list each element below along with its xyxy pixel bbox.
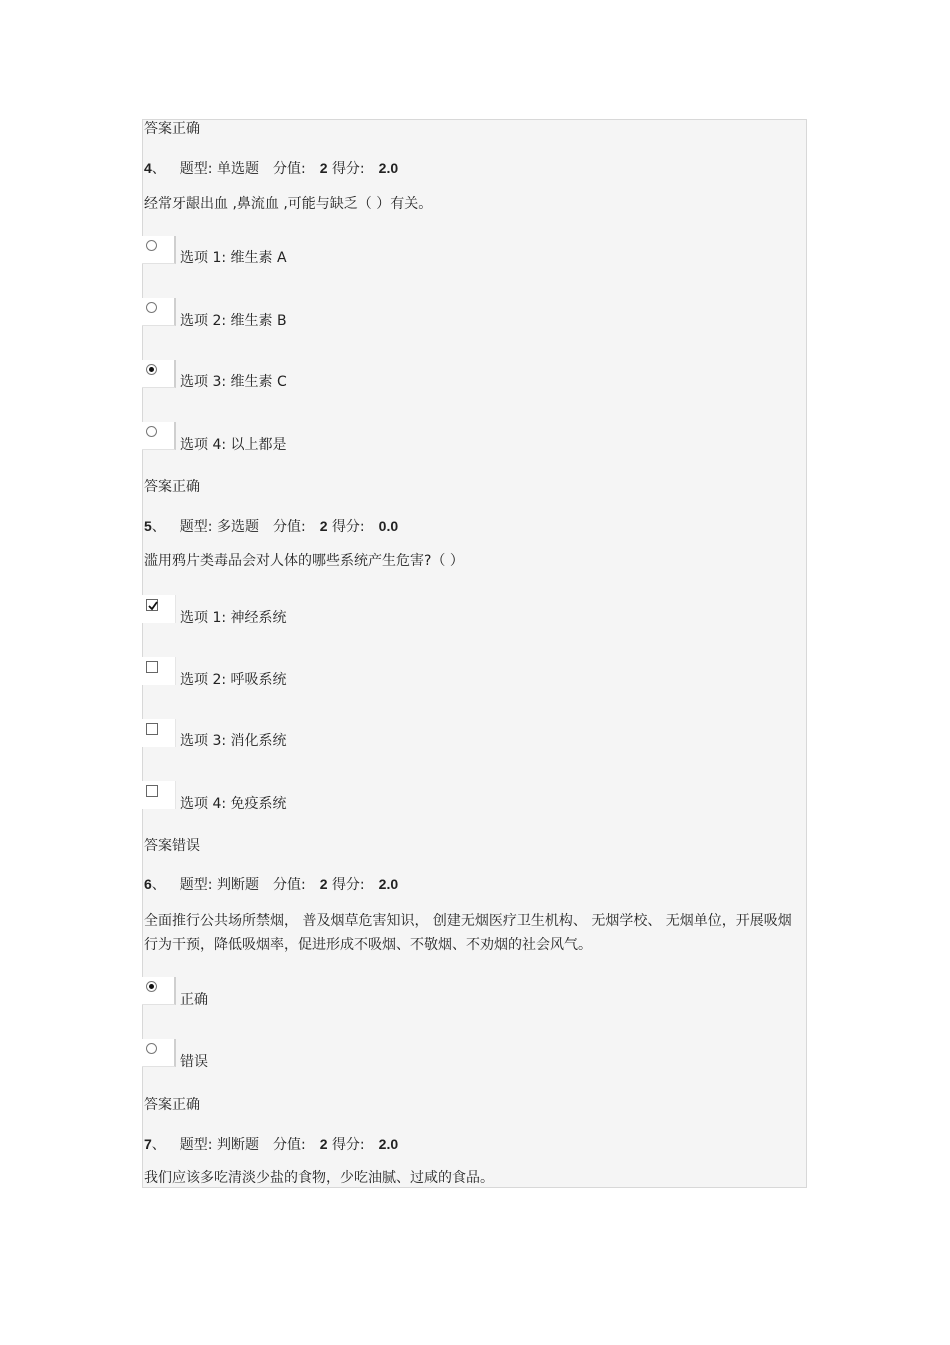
q4-option-3-radio[interactable] bbox=[142, 360, 176, 388]
q6-score: 2 bbox=[319, 876, 328, 892]
q4-option-4-label: 选项 4: 以上都是 bbox=[180, 437, 287, 453]
q6-option-false-radio[interactable] bbox=[142, 1039, 176, 1067]
q5-type: 多选题 bbox=[216, 519, 259, 535]
q4-score-label: 分值: bbox=[272, 161, 306, 177]
checkbox-icon bbox=[146, 785, 158, 797]
q6-number: 6 bbox=[144, 876, 152, 892]
q6-option-true-label: 正确 bbox=[180, 992, 208, 1008]
q7-number: 7 bbox=[144, 1136, 152, 1152]
q6-type: 判断题 bbox=[216, 877, 259, 893]
q4-got-label: 得分: bbox=[331, 161, 365, 177]
q7-got: 2.0 bbox=[378, 1136, 399, 1152]
q4-option-1-radio[interactable] bbox=[142, 236, 176, 264]
q6-header: 6、 题型: 判断题 分值: 2 得分: 2.0 bbox=[144, 876, 399, 893]
q5-score: 2 bbox=[319, 518, 328, 534]
q5-option-4-label: 选项 4: 免疫系统 bbox=[180, 796, 287, 812]
radio-icon bbox=[146, 240, 157, 251]
q4-header: 4、 题型: 单选题 分值: 2 得分: 2.0 bbox=[144, 160, 399, 177]
q6-got-label: 得分: bbox=[331, 877, 365, 893]
q5-option-2-label: 选项 2: 呼吸系统 bbox=[180, 672, 287, 688]
checkbox-icon bbox=[146, 661, 158, 673]
q4-got: 2.0 bbox=[378, 160, 399, 176]
q5-type-label: 题型: bbox=[179, 519, 213, 535]
q5-got: 0.0 bbox=[378, 518, 399, 534]
q6-option-false-label: 错误 bbox=[180, 1054, 208, 1070]
checkbox-checked-icon bbox=[146, 599, 158, 611]
radio-icon bbox=[146, 302, 157, 313]
q6-result: 答案正确 bbox=[144, 1097, 200, 1113]
q7-score-label: 分值: bbox=[272, 1137, 306, 1153]
q4-option-1-label: 选项 1: 维生素 A bbox=[180, 250, 287, 266]
q5-option-3-checkbox[interactable] bbox=[142, 719, 176, 747]
q4-score: 2 bbox=[319, 160, 328, 176]
q6-type-label: 题型: bbox=[179, 877, 213, 893]
q6-got: 2.0 bbox=[378, 876, 399, 892]
q4-option-4-radio[interactable] bbox=[142, 422, 176, 450]
q7-header: 7、 题型: 判断题 分值: 2 得分: 2.0 bbox=[144, 1136, 399, 1153]
radio-icon bbox=[146, 1043, 157, 1054]
radio-selected-icon bbox=[146, 981, 157, 992]
q5-number: 5 bbox=[144, 518, 152, 534]
q5-result: 答案错误 bbox=[144, 838, 200, 854]
q3-result: 答案正确 bbox=[144, 121, 200, 137]
q5-option-1-label: 选项 1: 神经系统 bbox=[180, 610, 287, 626]
radio-selected-icon bbox=[146, 364, 157, 375]
q5-option-1-checkbox[interactable] bbox=[142, 595, 176, 623]
radio-icon bbox=[146, 426, 157, 437]
q4-option-3-label: 选项 3: 维生素 C bbox=[180, 374, 287, 390]
q5-score-label: 分值: bbox=[272, 519, 306, 535]
quiz-results-panel bbox=[142, 119, 807, 1188]
q6-option-true-radio[interactable] bbox=[142, 977, 176, 1005]
q7-got-label: 得分: bbox=[331, 1137, 365, 1153]
q4-type: 单选题 bbox=[216, 161, 259, 177]
q6-question: 全面推行公共场所禁烟， 普及烟草危害知识， 创建无烟医疗卫生机构、 无烟学校、 无烟单位，开展吸烟行为干预，降低吸烟率，促进形成不吸烟、不敬烟、不劝烟的社会风气。 bbox=[144, 913, 792, 953]
q4-question: 经常牙龈出血 ,鼻流血 ,可能与缺乏（ ）有关。 bbox=[144, 196, 433, 212]
checkbox-icon bbox=[146, 723, 158, 735]
q6-score-label: 分值: bbox=[272, 877, 306, 893]
q5-option-4-checkbox[interactable] bbox=[142, 781, 176, 809]
q4-option-2-label: 选项 2: 维生素 B bbox=[180, 313, 287, 329]
q5-header: 5、 题型: 多选题 分值: 2 得分: 0.0 bbox=[144, 518, 399, 535]
q5-question: 滥用鸦片类毒品会对人体的哪些系统产生危害?（ ） bbox=[144, 553, 464, 569]
q5-option-2-checkbox[interactable] bbox=[142, 657, 176, 685]
q4-number: 4 bbox=[144, 160, 152, 176]
q7-type-label: 题型: bbox=[179, 1137, 213, 1153]
q4-result: 答案正确 bbox=[144, 479, 200, 495]
q4-type-label: 题型: bbox=[179, 161, 213, 177]
q7-type: 判断题 bbox=[216, 1137, 259, 1153]
q7-question: 我们应该多吃清淡少盐的食物，少吃油腻、过咸的食品。 bbox=[144, 1170, 494, 1186]
q4-option-2-radio[interactable] bbox=[142, 298, 176, 326]
q7-score: 2 bbox=[319, 1136, 328, 1152]
q5-got-label: 得分: bbox=[331, 519, 365, 535]
q5-option-3-label: 选项 3: 消化系统 bbox=[180, 733, 287, 749]
